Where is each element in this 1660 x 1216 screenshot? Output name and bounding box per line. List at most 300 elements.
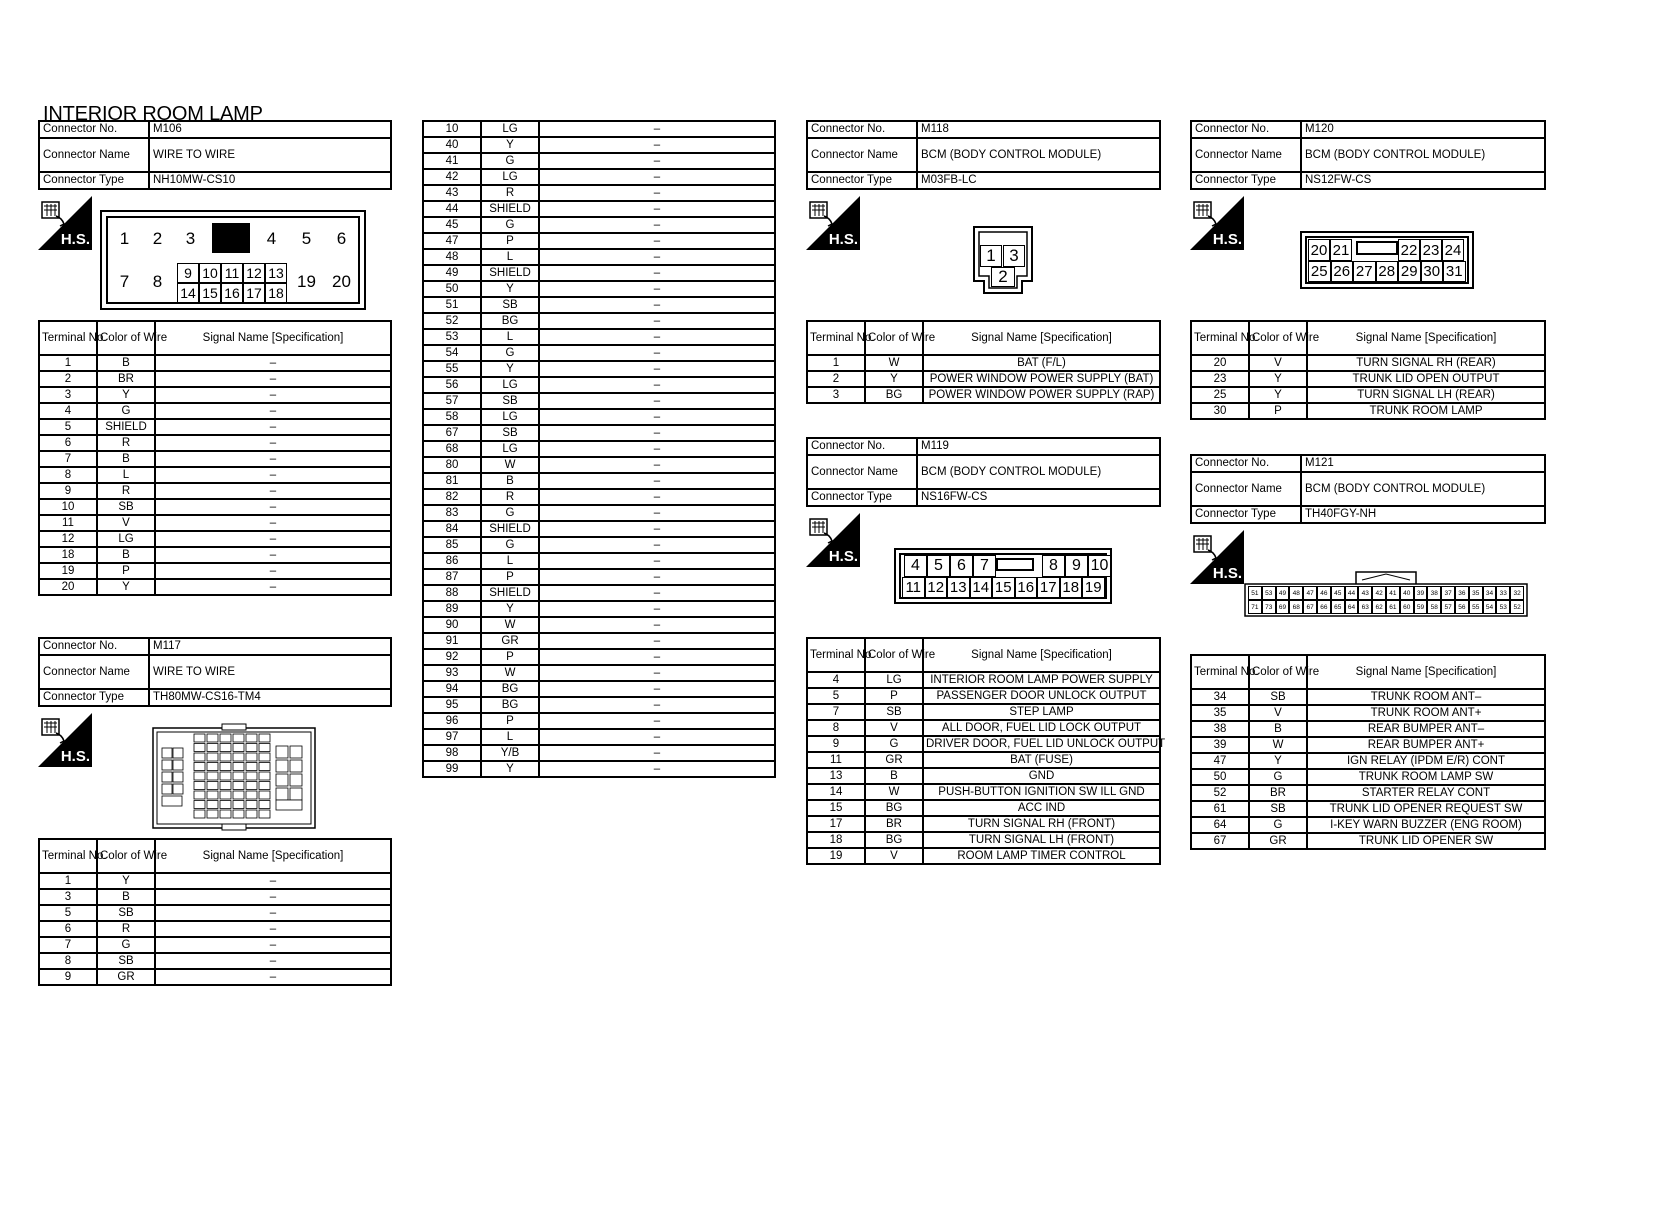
table-row [1191,355,1545,371]
terminal-no-cell: 9 [39,483,97,499]
signal-name-cell: – [539,441,775,457]
terminal-no-cell: 7 [807,704,865,720]
table-row [1191,689,1545,705]
key-slot [1356,241,1398,255]
wire-color-cell: R [97,921,155,937]
connector-m118-info [806,120,1161,190]
harness-side-icon [38,196,92,250]
table-row [39,531,391,547]
table-row [1191,705,1545,721]
terminal-no-cell: 4 [807,672,865,688]
svg-text:H.S.: H.S. [1212,231,1242,248]
table-row [423,425,775,441]
signal-name-cell: – [539,489,775,505]
signal-name-cell: – [539,729,775,745]
pin: 11 [902,577,925,598]
pin: 30 [1421,261,1444,282]
connector-no: M121 [1301,455,1545,472]
signal-name-cell: IGN RELAY (IPDM E/R) CONT [1307,753,1545,769]
signal-name-cell: – [155,371,391,387]
signal-name-cell: DRIVER DOOR, FUEL LID UNLOCK OUTPUT [923,736,1160,752]
table-row [39,579,391,595]
wire-color-cell: Y [481,281,539,297]
connector-type: NS12FW-CS [1301,172,1545,189]
label-connector-no: Connector No. [39,121,149,138]
harness-side-icon [38,713,92,767]
table-row [39,355,391,371]
table-row [423,697,775,713]
wire-color-cell: Y [97,579,155,595]
signal-name-cell: – [155,467,391,483]
table-row [807,736,1160,752]
pin: 32 [1510,586,1524,600]
header-terminal-no: Terminal No. [39,321,97,355]
signal-name-cell: – [155,547,391,563]
pin: 29 [1398,261,1421,282]
wire-color-cell: G [97,937,155,953]
pin: 55 [1469,600,1483,614]
pin: 49 [1276,586,1290,600]
wire-color-cell: BG [865,387,923,403]
wire-color-cell: V [865,720,923,736]
wire-color-cell: BR [97,371,155,387]
terminal-no-cell: 42 [423,169,481,185]
table-row [423,345,775,361]
signal-name-cell: – [539,633,775,649]
wire-color-cell: R [481,489,539,505]
signal-name-cell: – [539,249,775,265]
table-row [39,467,391,483]
table-row [423,473,775,489]
pin: 7 [108,262,141,302]
signal-name-cell: – [539,617,775,633]
signal-name-cell: – [539,329,775,345]
signal-name-cell: – [539,281,775,297]
wire-color-cell: SB [1249,801,1307,817]
label-connector-no: Connector No. [1191,121,1301,138]
terminal-no-cell: 89 [423,601,481,617]
pin: 16 [221,283,243,303]
terminal-no-cell: 5 [807,688,865,704]
terminal-no-cell: 48 [423,249,481,265]
terminal-no-cell: 8 [39,467,97,483]
table-row [807,672,1160,688]
table-row [39,547,391,563]
table-row [39,371,391,387]
key-block [212,223,250,253]
wire-color-cell: G [481,537,539,553]
wire-color-cell: SB [865,704,923,720]
terminal-no-cell: 17 [807,816,865,832]
wire-color-cell: W [481,617,539,633]
pin: 20 [325,262,358,302]
table-row [423,409,775,425]
table-row [1191,371,1545,387]
hs-graphic [806,196,860,250]
wire-color-cell: P [481,233,539,249]
terminal-no-cell: 95 [423,697,481,713]
table-row [423,265,775,281]
pin: 52 [1510,600,1524,614]
connector-m118-face [972,225,1034,295]
terminal-no-cell: 43 [423,185,481,201]
wire-color-cell: Y [97,873,155,889]
pin: 33 [1496,586,1510,600]
wire-color-cell: G [481,153,539,169]
wire-color-cell: SHIELD [481,585,539,601]
table-row [39,451,391,467]
terminal-no-cell: 61 [1191,801,1249,817]
terminal-no-cell: 10 [423,121,481,137]
terminal-no-cell: 92 [423,649,481,665]
connector-no: M119 [917,438,1160,455]
signal-name-cell: – [539,553,775,569]
terminal-no-cell: 5 [39,905,97,921]
pin: 42 [1372,586,1386,600]
terminal-no-cell: 12 [39,531,97,547]
pin: 1 [980,245,1002,267]
wire-color-cell: Y [97,387,155,403]
wire-color-cell: SB [1249,689,1307,705]
pin: 46 [1317,586,1331,600]
terminal-no-cell: 52 [423,313,481,329]
wire-color-cell: R [97,483,155,499]
connector-type: M03FB-LC [917,172,1160,189]
signal-name-cell: – [539,473,775,489]
signal-name-cell: – [155,483,391,499]
table-row [39,889,391,905]
terminal-no-cell: 19 [807,848,865,864]
pin: 17 [1037,577,1060,598]
terminal-no-cell: 67 [423,425,481,441]
signal-name-cell: – [539,409,775,425]
wire-color-cell: BG [481,681,539,697]
pin: 28 [1376,261,1399,282]
terminal-no-cell: 85 [423,537,481,553]
table-row [807,832,1160,848]
table-row [423,361,775,377]
terminal-no-cell: 47 [423,233,481,249]
pin: 43 [1358,586,1372,600]
terminal-no-cell: 45 [423,217,481,233]
connector-m117-info [38,637,392,707]
terminal-no-cell: 80 [423,457,481,473]
pin: 53 [1262,586,1276,600]
terminal-table-m120 [1190,320,1546,420]
wire-color-cell: G [865,736,923,752]
signal-name-cell: – [539,377,775,393]
svg-text:H.S.: H.S. [1212,565,1242,582]
pin: 64 [1345,600,1359,614]
pin: 22 [1398,239,1420,261]
wire-color-cell: SB [481,393,539,409]
terminal-no-cell: 56 [423,377,481,393]
terminal-no-cell: 39 [1191,737,1249,753]
label-connector-type: Connector Type [39,689,149,706]
table-row [423,489,775,505]
wire-color-cell: P [865,688,923,704]
signal-name-cell: – [539,761,775,777]
pin: 45 [1331,586,1345,600]
wire-color-cell: Y [481,761,539,777]
signal-name-cell: TRUNK LID OPEN OUTPUT [1307,371,1545,387]
terminal-no-cell: 3 [39,387,97,403]
wire-color-cell: SB [481,425,539,441]
signal-name-cell: – [539,521,775,537]
wire-color-cell: LG [481,377,539,393]
table-row [1191,833,1545,849]
pin: 56 [1455,600,1469,614]
terminal-no-cell: 8 [39,953,97,969]
signal-name-cell: – [155,873,391,889]
signal-name-cell: ALL DOOR, FUEL LID LOCK OUTPUT [923,720,1160,736]
table-row [423,169,775,185]
wire-color-cell: LG [481,409,539,425]
label-connector-no: Connector No. [1191,455,1301,472]
label-connector-no: Connector No. [807,438,917,455]
signal-name-cell: – [155,499,391,515]
table-row [423,665,775,681]
terminal-no-cell: 38 [1191,721,1249,737]
pin: 38 [1427,586,1441,600]
table-row [423,585,775,601]
table-row [423,553,775,569]
signal-name-cell: TURN SIGNAL RH (FRONT) [923,816,1160,832]
connector-no: M118 [917,121,1160,138]
svg-text:H.S.: H.S. [60,231,90,248]
label-connector-type: Connector Type [807,172,917,189]
signal-name-cell: – [539,361,775,377]
terminal-no-cell: 53 [423,329,481,345]
pin: 41 [1386,586,1400,600]
table-row [807,387,1160,403]
signal-name-cell: REAR BUMPER ANT+ [1307,737,1545,753]
wire-color-cell: V [1249,705,1307,721]
signal-name-cell: – [539,393,775,409]
wire-color-cell: SHIELD [481,521,539,537]
table-row [423,377,775,393]
wire-color-cell: Y [481,361,539,377]
terminal-no-cell: 94 [423,681,481,697]
pin: 54 [1483,600,1497,614]
pin: 15 [992,577,1015,598]
terminal-no-cell: 81 [423,473,481,489]
connector-m117-face [152,724,316,830]
terminal-no-cell: 67 [1191,833,1249,849]
pin: 5 [290,218,323,260]
harness-side-icon [1190,530,1244,584]
signal-name-cell: TRUNK LID OPENER REQUEST SW [1307,801,1545,817]
table-row [39,873,391,889]
connector-name: BCM (BODY CONTROL MODULE) [1301,138,1545,172]
pin: 39 [1414,586,1428,600]
key-slot [996,558,1034,571]
table-row [423,761,775,777]
signal-name-cell: GND [923,768,1160,784]
terminal-no-cell: 1 [807,355,865,371]
header-signal-name: Signal Name [Specification] [155,321,391,355]
terminal-no-cell: 3 [39,889,97,905]
table-row [39,483,391,499]
connector-m106-face [100,210,366,310]
pin: 65 [1331,600,1345,614]
pin: 14 [177,283,199,303]
connector-m121-face [1244,570,1528,618]
signal-name-cell: – [539,265,775,281]
terminal-no-cell: 13 [807,768,865,784]
terminal-no-cell: 68 [423,441,481,457]
connector-m106-info [38,120,392,190]
pin: 9 [177,263,199,283]
terminal-no-cell: 93 [423,665,481,681]
connector-m117-drawing [152,724,316,830]
pin: 4 [255,218,288,260]
terminal-table-m117-continued [422,120,776,778]
wire-color-cell: P [481,569,539,585]
signal-name-cell: TURN SIGNAL LH (REAR) [1307,387,1545,403]
pin: 69 [1276,600,1290,614]
signal-name-cell: – [539,217,775,233]
pin: 19 [1082,577,1105,598]
terminal-no-cell: 7 [39,937,97,953]
pin: 13 [265,263,287,283]
pin: 5 [927,555,950,577]
terminal-no-cell: 2 [807,371,865,387]
pin: 48 [1289,586,1303,600]
pin: 2 [141,218,174,260]
table-row [1191,753,1545,769]
header-terminal-no: Terminal No. [39,839,97,873]
pin: 47 [1303,586,1317,600]
wire-color-cell: BR [865,816,923,832]
signal-name-cell: – [155,419,391,435]
harness-side-icon [806,513,860,567]
signal-name-cell: – [155,937,391,953]
signal-name-cell: – [539,345,775,361]
pin: 17 [243,283,265,303]
terminal-no-cell: 41 [423,153,481,169]
header-signal-name: Signal Name [Specification] [1307,655,1545,689]
signal-name-cell: – [155,531,391,547]
table-row [39,905,391,921]
wire-color-cell: W [1249,737,1307,753]
wire-color-cell: GR [865,752,923,768]
pin: 61 [1386,600,1400,614]
connector-m119-info [806,437,1161,507]
wire-color-cell: R [481,185,539,201]
terminal-no-cell: 57 [423,393,481,409]
pin: 36 [1455,586,1469,600]
table-row [807,704,1160,720]
pin: 60 [1400,600,1414,614]
terminal-no-cell: 4 [39,403,97,419]
table-row [1191,721,1545,737]
terminal-no-cell: 34 [1191,689,1249,705]
signal-name-cell: – [539,681,775,697]
pin: 3 [174,218,207,260]
wire-color-cell: SB [97,905,155,921]
table-row [39,515,391,531]
page-title: INTERIOR ROOM LAMP [43,103,263,125]
wire-color-cell: BG [865,800,923,816]
signal-name-cell: POWER WINDOW POWER SUPPLY (RAP) [923,387,1160,403]
table-row [1191,403,1545,419]
hs-graphic [806,513,860,567]
table-row [1191,785,1545,801]
table-row [39,419,391,435]
wire-color-cell: Y [865,371,923,387]
table-row [807,816,1160,832]
signal-name-cell: – [539,457,775,473]
signal-name-cell: – [539,585,775,601]
signal-name-cell: I-KEY WARN BUZZER (ENG ROOM) [1307,817,1545,833]
terminal-no-cell: 20 [39,579,97,595]
pin: 62 [1372,600,1386,614]
pin: 66 [1317,600,1331,614]
terminal-no-cell: 30 [1191,403,1249,419]
terminal-no-cell: 49 [423,265,481,281]
wire-color-cell: V [97,515,155,531]
pin: 2 [991,267,1015,287]
signal-name-cell: – [539,153,775,169]
signal-name-cell: TRUNK ROOM ANT+ [1307,705,1545,721]
wire-color-cell: G [481,505,539,521]
connector-no: M120 [1301,121,1545,138]
wire-color-cell: G [481,345,539,361]
wire-color-cell: BG [481,313,539,329]
svg-text:H.S.: H.S. [828,548,858,565]
terminal-no-cell: 99 [423,761,481,777]
signal-name-cell: BAT (FUSE) [923,752,1160,768]
wire-color-cell: W [865,355,923,371]
table-row [39,499,391,515]
header-signal-name: Signal Name [Specification] [923,638,1160,672]
signal-name-cell: INTERIOR ROOM LAMP POWER SUPPLY [923,672,1160,688]
wire-color-cell: G [1249,817,1307,833]
label-connector-name: Connector Name [39,138,149,172]
terminal-no-cell: 8 [807,720,865,736]
table-row [807,848,1160,864]
signal-name-cell: – [155,563,391,579]
wire-color-cell: G [1249,769,1307,785]
connector-type: NS16FW-CS [917,489,1160,506]
signal-name-cell: – [539,601,775,617]
svg-text:H.S.: H.S. [60,748,90,765]
header-color-of-wire: Color of Wire [97,321,155,355]
terminal-no-cell: 11 [39,515,97,531]
signal-name-cell: – [155,905,391,921]
terminal-no-cell: 87 [423,569,481,585]
connector-m120-info [1190,120,1546,190]
table-row [807,371,1160,387]
table-row [39,953,391,969]
terminal-no-cell: 58 [423,409,481,425]
header-signal-name: Signal Name [Specification] [155,839,391,873]
pin: 1 [108,218,141,260]
signal-name-cell: REAR BUMPER ANT– [1307,721,1545,737]
harness-side-icon [806,196,860,250]
wire-color-cell: V [865,848,923,864]
pin: 34 [1483,586,1497,600]
wire-color-cell: B [97,547,155,563]
signal-name-cell: – [155,953,391,969]
terminal-no-cell: 83 [423,505,481,521]
table-row [423,521,775,537]
wire-color-cell: B [1249,721,1307,737]
table-row [423,297,775,313]
terminal-no-cell: 84 [423,521,481,537]
signal-name-cell: TRUNK ROOM ANT– [1307,689,1545,705]
